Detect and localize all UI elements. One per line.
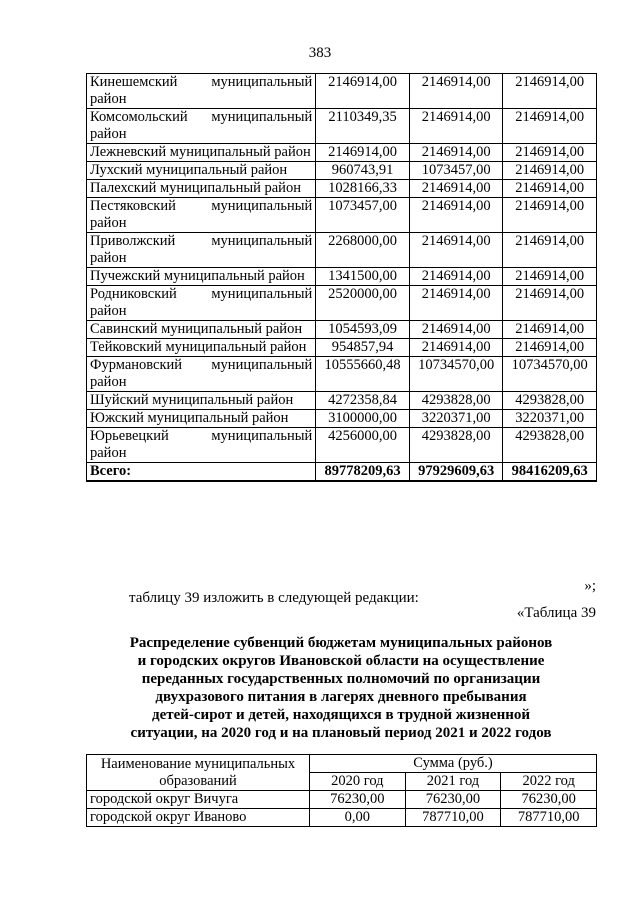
header-name: Наименование муниципальных образований xyxy=(87,755,310,791)
amount-2021: 2146914,00 xyxy=(409,198,503,233)
municipality-name: Кинешемский муниципальный район xyxy=(87,74,316,109)
amount-2020: 1341500,00 xyxy=(316,268,410,286)
header-year-2021: 2021 год xyxy=(405,773,501,791)
closing-quote: »; xyxy=(584,578,596,594)
amount-2021: 2146914,00 xyxy=(409,180,503,198)
table-row xyxy=(87,809,597,827)
subsidy-table-body xyxy=(87,74,597,482)
table-row xyxy=(87,392,597,410)
table-row xyxy=(87,321,597,339)
table-row xyxy=(87,180,597,198)
heading-line: Распределение субвенций бюджетам муниципальных районов xyxy=(129,635,553,651)
heading-line: и городских округов Ивановской области на осуществление xyxy=(137,653,545,669)
amount-2020: 3100000,00 xyxy=(316,410,410,428)
amount-2020: 4272358,84 xyxy=(316,392,410,410)
header-year-2020: 2020 год xyxy=(310,773,406,791)
table-row xyxy=(87,428,597,463)
amount-2022: 3220371,00 xyxy=(503,410,597,428)
municipality-name: Тейковский муниципальный район xyxy=(87,339,316,357)
table-row xyxy=(87,339,597,357)
amount-2022: 2146914,00 xyxy=(503,74,597,109)
meals-subsidy-table xyxy=(86,754,597,827)
municipality-name: Комсомольский муниципальный район xyxy=(87,109,316,144)
amount-2021: 3220371,00 xyxy=(409,410,503,428)
table-row xyxy=(87,357,597,392)
amount-2020: 2146914,00 xyxy=(316,144,410,162)
municipality-name: Родниковский муниципальный район xyxy=(87,286,316,321)
amount-2021: 2146914,00 xyxy=(409,74,503,109)
table-row xyxy=(87,410,597,428)
municipality-name: Лухский муниципальный район xyxy=(87,162,316,180)
subsidy-table-continued xyxy=(86,73,597,482)
amount-2022: 4293828,00 xyxy=(503,428,597,463)
amount-2022: 2146914,00 xyxy=(503,198,597,233)
municipality-name: Южский муниципальный район xyxy=(87,410,316,428)
amount-2022: 2146914,00 xyxy=(503,339,597,357)
municipality-name: Юрьевецкий муниципальный район xyxy=(87,428,316,463)
amount-2021: 76230,00 xyxy=(405,791,501,809)
table-row xyxy=(87,791,597,809)
total-2020: 89778209,63 xyxy=(316,463,410,482)
amount-2020: 2110349,35 xyxy=(316,109,410,144)
amount-2020: 1073457,00 xyxy=(316,198,410,233)
municipality-name: городской округ Вичуга xyxy=(87,791,310,809)
amount-2021: 2146914,00 xyxy=(409,286,503,321)
amount-2022: 2146914,00 xyxy=(503,180,597,198)
amount-2022: 2146914,00 xyxy=(503,162,597,180)
table-row xyxy=(87,286,597,321)
meals-subsidy-table-body xyxy=(87,791,597,827)
municipality-name: Пучежский муниципальный район xyxy=(87,268,316,286)
table-row xyxy=(87,109,597,144)
amount-2021: 4293828,00 xyxy=(409,392,503,410)
amount-2022: 2146914,00 xyxy=(503,109,597,144)
amount-2021: 787710,00 xyxy=(405,809,501,827)
header-year-2022: 2022 год xyxy=(501,773,597,791)
amount-2021: 2146914,00 xyxy=(409,109,503,144)
table-label: «Таблица 39 xyxy=(516,605,596,621)
amount-2022: 2146914,00 xyxy=(503,286,597,321)
heading-line: ситуации, на 2020 год и на плановый период 2021 и 2022 годов xyxy=(130,725,552,741)
amount-2020: 1028166,33 xyxy=(316,180,410,198)
amount-2020: 4256000,00 xyxy=(316,428,410,463)
amount-2020: 2146914,00 xyxy=(316,74,410,109)
instruction-text: таблицу 39 изложить в следующей редакции: xyxy=(129,590,419,606)
page-number: 383 xyxy=(308,45,332,61)
municipality-name: Шуйский муниципальный район xyxy=(87,392,316,410)
amount-2021: 2146914,00 xyxy=(409,339,503,357)
table-row xyxy=(87,268,597,286)
total-label: Всего: xyxy=(87,463,316,482)
total-2021: 97929609,63 xyxy=(409,463,503,482)
amount-2022: 2146914,00 xyxy=(503,144,597,162)
amount-2021: 4293828,00 xyxy=(409,428,503,463)
table-row xyxy=(87,74,597,109)
municipality-name: Палехский муниципальный район xyxy=(87,180,316,198)
amount-2021: 1073457,00 xyxy=(409,162,503,180)
table-header-row xyxy=(87,755,597,773)
amount-2020: 2268000,00 xyxy=(316,233,410,268)
amount-2022: 2146914,00 xyxy=(503,321,597,339)
heading-line: двухразового питания в лагерях дневного пребывания xyxy=(155,689,527,705)
amount-2020: 0,00 xyxy=(310,809,406,827)
header-sum: Сумма (руб.) xyxy=(310,755,597,773)
table-row xyxy=(87,162,597,180)
amount-2020: 10555660,48 xyxy=(316,357,410,392)
amount-2021: 2146914,00 xyxy=(409,321,503,339)
municipality-name: Савинский муниципальный район xyxy=(87,321,316,339)
amount-2021: 10734570,00 xyxy=(409,357,503,392)
amount-2022: 2146914,00 xyxy=(503,268,597,286)
amount-2020: 954857,94 xyxy=(316,339,410,357)
amount-2020: 2520000,00 xyxy=(316,286,410,321)
amount-2021: 2146914,00 xyxy=(409,144,503,162)
total-row xyxy=(87,463,597,482)
municipality-name: Пестяковский муниципальный район xyxy=(87,198,316,233)
amount-2021: 2146914,00 xyxy=(409,268,503,286)
municipality-name: Фурмановский муниципальный район xyxy=(87,357,316,392)
municipality-name: городской округ Иваново xyxy=(87,809,310,827)
heading-line: переданных государственных полномочий по организации xyxy=(141,671,541,687)
heading-line: детей-сирот и детей, находящихся в трудной жизненной xyxy=(151,707,531,723)
amount-2022: 10734570,00 xyxy=(503,357,597,392)
amount-2021: 2146914,00 xyxy=(409,233,503,268)
amount-2020: 960743,91 xyxy=(316,162,410,180)
amount-2022: 76230,00 xyxy=(501,791,597,809)
total-2022: 98416209,63 xyxy=(503,463,597,482)
table-row xyxy=(87,198,597,233)
table-heading xyxy=(86,634,596,742)
amount-2022: 4293828,00 xyxy=(503,392,597,410)
municipality-name: Лежневский муниципальный район xyxy=(87,144,316,162)
amount-2020: 76230,00 xyxy=(310,791,406,809)
table-row xyxy=(87,144,597,162)
table-row xyxy=(87,233,597,268)
amount-2022: 787710,00 xyxy=(501,809,597,827)
amount-2022: 2146914,00 xyxy=(503,233,597,268)
amount-2020: 1054593,09 xyxy=(316,321,410,339)
municipality-name: Приволжский муниципальный район xyxy=(87,233,316,268)
